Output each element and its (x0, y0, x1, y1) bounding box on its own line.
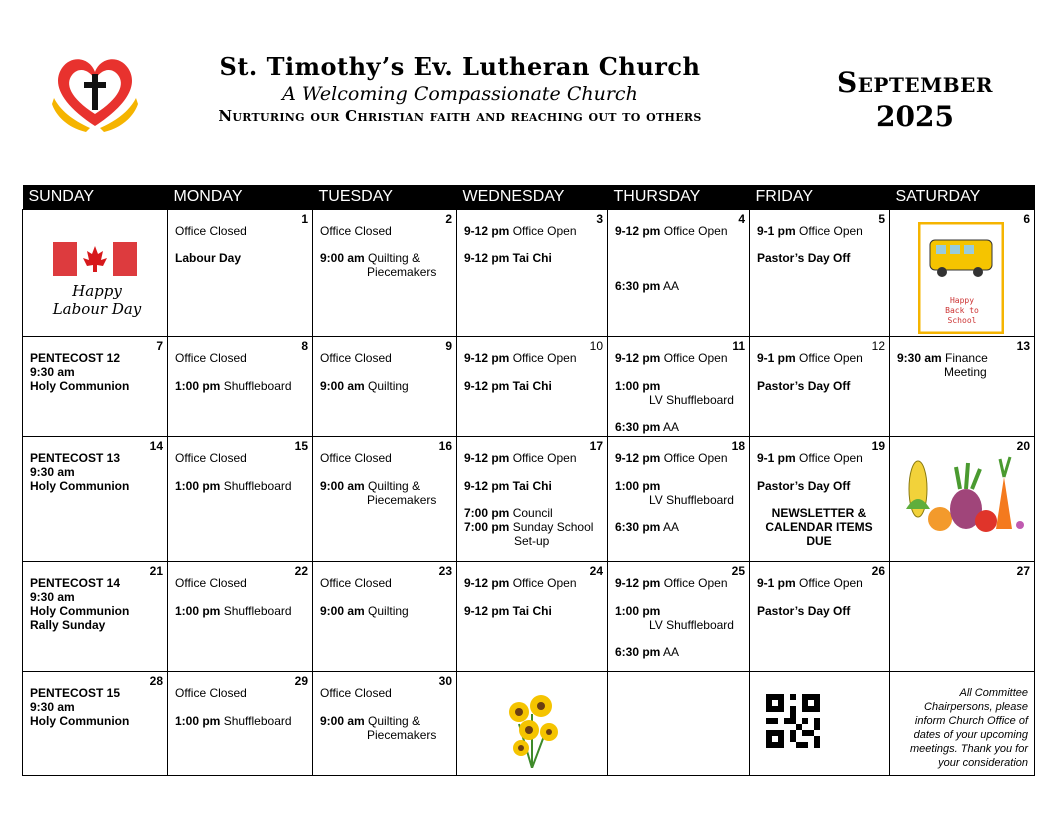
event-office-open: 9-12 pm Office Open (464, 576, 577, 590)
day-number: 4 (738, 212, 745, 226)
day-cell (890, 437, 1035, 562)
year: 2025 (876, 100, 954, 133)
event-quilting-cont: Piecemakers (367, 728, 437, 742)
newsletter-due-line3: DUE (806, 534, 832, 548)
event-lv-shuffleboard: LV Shuffleboard (649, 618, 734, 632)
month-name: September (836, 66, 994, 99)
event-shuffleboard: 1:00 pm Shuffleboard (175, 714, 292, 728)
event-quilting-cont: Piecemakers (367, 265, 437, 279)
event-office-open: 9-1 pm Office Open (757, 224, 863, 238)
event-quilting: 9:00 am Quilting & (320, 479, 421, 493)
day-number: 30 (438, 674, 452, 688)
event-pastor-day-off: Pastor’s Day Off (757, 251, 851, 265)
day-cell (23, 437, 168, 562)
event-office-open: 9-12 pm Office Open (615, 451, 728, 465)
event-office-closed: Office Closed (320, 224, 392, 238)
day-cell (23, 562, 168, 672)
event-aa: 6:30 pm AA (615, 520, 680, 534)
day-cell (890, 562, 1035, 672)
event-tai-chi: 9-12 pm Tai Chi (464, 479, 552, 493)
day-number: 28 (149, 674, 163, 688)
event-lv-shuffleboard-time: 1:00 pm (615, 479, 661, 493)
day-cell (313, 210, 457, 337)
event-lv-shuffleboard: LV Shuffleboard (649, 493, 734, 507)
day-cell (23, 337, 168, 437)
weekday-monday: MONDAY (168, 185, 313, 210)
day-number: 10 (589, 339, 603, 353)
page-header (140, 52, 780, 125)
event-office-open: 9-1 pm Office Open (757, 576, 863, 590)
day-cell (608, 562, 750, 672)
day-number: 16 (438, 439, 452, 453)
event-labour-day: Labour Day (175, 251, 242, 265)
event-lv-shuffleboard-time: 1:00 pm (615, 604, 661, 618)
event-council: 7:00 pm Council (464, 506, 553, 520)
event-pentecost: PENTECOST 13 (30, 451, 121, 465)
event-office-closed: Office Closed (320, 576, 392, 590)
event-finance-meeting-cont: Meeting (944, 365, 987, 379)
week-row (23, 672, 1035, 776)
day-cell (750, 672, 890, 776)
event-office-open: 9-12 pm Office Open (464, 351, 577, 365)
event-pastor-day-off: Pastor’s Day Off (757, 379, 851, 393)
day-number: 1 (301, 212, 308, 226)
day-number: 21 (149, 564, 163, 578)
day-number: 20 (1016, 439, 1030, 453)
qr-code-icon[interactable] (766, 694, 820, 748)
newsletter-due-line1: NEWSLETTER & (771, 506, 867, 520)
weekday-tuesday: TUESDAY (313, 185, 457, 210)
day-number: 3 (596, 212, 603, 226)
day-number: 18 (731, 439, 745, 453)
event-sunday-school-cont: Set-up (514, 534, 550, 548)
day-cell (750, 437, 890, 562)
day-cell (313, 337, 457, 437)
labour-day-card-text: Happy Labour Day (52, 282, 142, 318)
event-shuffleboard: 1:00 pm Shuffleboard (175, 479, 292, 493)
vegetables-icon (900, 449, 1024, 539)
day-cell (168, 337, 313, 437)
weekday-friday: FRIDAY (750, 185, 890, 210)
event-quilting: 9:00 am Quilting (320, 604, 409, 618)
day-cell (168, 210, 313, 337)
day-number: 9 (445, 339, 452, 353)
weekday-saturday: SATURDAY (890, 185, 1035, 210)
event-holy-communion: Holy Communion (30, 479, 130, 493)
day-cell (457, 672, 608, 776)
day-cell (457, 210, 608, 337)
event-shuffleboard: 1:00 pm Shuffleboard (175, 604, 292, 618)
day-number: 7 (156, 339, 163, 353)
event-shuffleboard: 1:00 pm Shuffleboard (175, 379, 292, 393)
event-service-time: 9:30 am (30, 700, 75, 714)
event-pentecost: PENTECOST 14 (30, 576, 121, 590)
event-holy-communion: Holy Communion (30, 714, 130, 728)
day-cell (608, 437, 750, 562)
event-office-closed: Office Closed (175, 224, 247, 238)
church-name: St. Timothy’s Ev. Lutheran Church (219, 52, 701, 81)
weekday-wednesday: WEDNESDAY (457, 185, 608, 210)
event-quilting: 9:00 am Quilting (320, 379, 409, 393)
church-logo-icon (50, 48, 140, 134)
day-number: 27 (1016, 564, 1030, 578)
day-number: 22 (294, 564, 308, 578)
event-lv-shuffleboard: LV Shuffleboard (649, 393, 734, 407)
sunflowers-icon (499, 684, 565, 768)
weekday-thursday: THURSDAY (608, 185, 750, 210)
day-cell (168, 437, 313, 562)
day-number: 19 (871, 439, 885, 453)
day-cell (608, 337, 750, 437)
event-service-time: 9:30 am (30, 365, 75, 379)
event-service-time: 9:30 am (30, 465, 75, 479)
day-cell (750, 210, 890, 337)
event-office-open: 9-12 pm Office Open (615, 224, 728, 238)
weekday-sunday: SUNDAY (23, 185, 168, 210)
day-cell (168, 562, 313, 672)
day-number: 2 (445, 212, 452, 226)
newsletter-due-line2: CALENDAR ITEMS (765, 520, 873, 534)
event-pastor-day-off: Pastor’s Day Off (757, 479, 851, 493)
event-tai-chi: 9-12 pm Tai Chi (464, 604, 552, 618)
day-cell (890, 210, 1035, 337)
event-aa: 6:30 pm AA (615, 420, 680, 434)
day-cell (890, 672, 1035, 776)
event-office-open: 9-1 pm Office Open (757, 351, 863, 365)
week-row (23, 562, 1035, 672)
day-cell (23, 672, 168, 776)
event-aa: 6:30 pm AA (615, 645, 680, 659)
event-service-time: 9:30 am (30, 590, 75, 604)
church-tagline: Nurturing our Christian faith and reaching out to others (218, 107, 702, 125)
day-number: 14 (149, 439, 163, 453)
event-office-closed: Office Closed (320, 686, 392, 700)
day-number: 8 (301, 339, 308, 353)
day-cell (457, 562, 608, 672)
day-number: 17 (589, 439, 603, 453)
event-holy-communion: Holy Communion (30, 604, 130, 618)
day-cell (608, 672, 750, 776)
day-number: 15 (294, 439, 308, 453)
day-cell (313, 672, 457, 776)
event-office-open: 9-12 pm Office Open (615, 576, 728, 590)
calendar-grid (22, 185, 1035, 776)
day-number: 29 (294, 674, 308, 688)
weekday-header (23, 185, 1035, 210)
day-cell (890, 337, 1035, 437)
event-office-closed: Office Closed (175, 686, 247, 700)
event-finance-meeting: 9:30 am Finance (897, 351, 988, 365)
month-title (800, 66, 1030, 134)
day-cell (457, 437, 608, 562)
event-lv-shuffleboard-time: 1:00 pm (615, 379, 661, 393)
day-cell (457, 337, 608, 437)
week-row (23, 337, 1035, 437)
day-cell (23, 210, 168, 337)
event-rally-sunday: Rally Sunday (30, 618, 106, 632)
event-pentecost: PENTECOST 12 (30, 351, 121, 365)
event-pentecost: PENTECOST 15 (30, 686, 121, 700)
day-number: 6 (1023, 212, 1030, 226)
day-number: 25 (731, 564, 745, 578)
event-sunday-school: 7:00 pm Sunday School (464, 520, 594, 534)
event-office-closed: Office Closed (320, 351, 392, 365)
day-cell (750, 562, 890, 672)
school-card-text: Happy Back to School (945, 296, 979, 325)
event-tai-chi: 9-12 pm Tai Chi (464, 251, 552, 265)
week-row (23, 210, 1035, 337)
event-office-closed: Office Closed (175, 351, 247, 365)
event-office-open: 9-12 pm Office Open (615, 351, 728, 365)
event-pastor-day-off: Pastor’s Day Off (757, 604, 851, 618)
day-number: 13 (1016, 339, 1030, 353)
week-row (23, 437, 1035, 562)
day-number: 26 (871, 564, 885, 578)
event-office-open: 9-12 pm Office Open (464, 224, 577, 238)
day-number: 11 (732, 339, 745, 353)
event-holy-communion: Holy Communion (30, 379, 130, 393)
event-tai-chi: 9-12 pm Tai Chi (464, 379, 552, 393)
day-cell (608, 210, 750, 337)
day-number: 5 (878, 212, 885, 226)
day-cell (168, 672, 313, 776)
church-subtitle: A Welcoming Compassionate Church (282, 83, 638, 105)
event-office-closed: Office Closed (175, 451, 247, 465)
day-number: 23 (438, 564, 452, 578)
day-cell (750, 337, 890, 437)
event-office-open: 9-12 pm Office Open (464, 451, 577, 465)
day-cell (313, 437, 457, 562)
day-number: 12 (871, 339, 885, 353)
event-office-closed: Office Closed (175, 576, 247, 590)
committee-note: All Committee Chairpersons, please inform Church Office of dates of your upcoming meetings. Thank you for your consideration (909, 687, 1028, 769)
event-office-closed: Office Closed (320, 451, 392, 465)
event-quilting-cont: Piecemakers (367, 493, 437, 507)
event-quilting: 9:00 am Quilting & (320, 251, 421, 265)
day-number: 24 (589, 564, 603, 578)
event-office-open: 9-1 pm Office Open (757, 451, 863, 465)
event-quilting: 9:00 am Quilting & (320, 714, 421, 728)
event-aa: 6:30 pm AA (615, 279, 680, 293)
day-cell (313, 562, 457, 672)
